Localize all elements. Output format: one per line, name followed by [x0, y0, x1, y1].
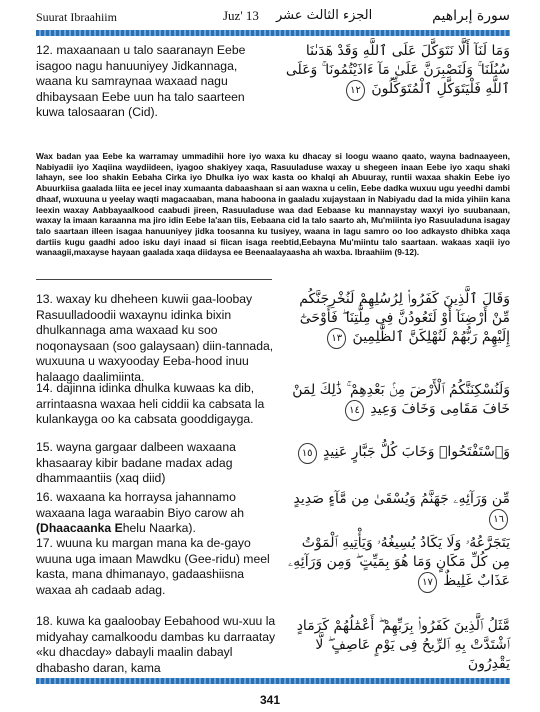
page-number: 341	[259, 693, 281, 707]
commentary-text: Wax badan yaa Eebe ka warramay ummadihii hore iyo waxa ku dhacay si loogu waano qaato, wayna badnaayeen, Nabiyadii iyo Xaqiina waydiideen, iyagoo shakiyey xaqa, Rasuuladuse waxay u shegeen inaan Eebe iyo xaqu shaki lahayn, see loo shakin Eebaha Cirka iyo Dhulka iyo wax kasta oo khalqi ah Abuuray, runtii waxaa shakin Eebe iyo Abuurkiisa gaalada liita ee jecel inay xumaanta dabaashaan si aan waxna u celin, Eebe dadka wuxuu ugu yeedhi dambi dhaaf, wuxuuna u yeelay waqti magacaaban, mana haboona in gaaladu xujaystaan in Nabiyadu dad la mida yihiin kana leexin waxay Aabbayaalkood caabudi jireen, Rasuuladuse waa dad Eebaase ku mannaystay waxyi iyo suubanaan, waxay la imaan karaanna ma jiro idin Eebe la'aan tiis, Eebaana cid la talo saarto ah, Mu'miiinta iyo Rasuuladuna isagay talo saartaan illeen isagaa hanuuniyey jidka toosanna ku tusiyey, waana in lagu samro oo loo adkaysto dhibka xaqa dartiis kugu gaadhi adoo isku dayi inaad si fiican isaga reebtid,Eebayna Mu'miintu talo saartaan. wakaas xaqii iyo wanaagii,maxayse hayaan gaalada xaqa diidaysa ee Beenaalayaasha ah waxba. Ibraahiim (9-12).	[36, 151, 510, 258]
verse-16-somali	[36, 490, 276, 537]
page-header	[36, 8, 510, 30]
juz-label: Juz' 13	[223, 8, 259, 23]
verse-12-arabic-text: وَمَا لَنَآ أَلَّا نَتَوَكَّلَ عَلَى ٱللَّهِ وَقَدْ هَدَىٰنَا سُبُلَنَا ۚ وَلَنَصْبِرَنَّ عَلَىٰ مَآ ءَاذَيْتُمُونَا ۚ وَعَلَى ٱللَّهِ فَلْيَتَوَكَّلِ ٱلْمُتَوَكِّلُونَ	[285, 43, 510, 97]
verse-end-marker-icon: ١٦	[489, 509, 508, 530]
surah-arabic-title: سورة إبراهيم	[432, 8, 510, 24]
header-divider-bar	[36, 30, 510, 36]
surah-name: Suurat Ibraahiim	[36, 10, 117, 24]
verse-13-arabic-text: وَقَالَ ٱلَّذِينَ كَفَرُوا۟ لِرُسُلِهِمْ لَنُخْرِجَنَّكُم مِّنْ أَرْضِنَآ أَوْ لَتَعُودُنَّ فِى مِلَّتِنَا ۖ فَأَوْحَىٰٓ إِلَيْهِمْ رَبُّهُمْ لَنُهْلِكَنَّ ٱلظَّٰلِمِينَ	[299, 291, 510, 345]
verse-13-arabic	[284, 290, 510, 349]
verse-13-somali: 13. waxay ku dheheen kuwii gaa-loobay Rasuulladoodii waxaynu idinka bixin dhulkannaga ama waxaad ku soo noqonaysaan (soo galaysaan) diin-tannada, wuxuuna u waxyooday Eeba-hood inuu halaago daalimiinta.	[36, 292, 274, 384]
verse-14-arabic-text: وَلَنُسْكِنَنَّكُمُ ٱلْأَرْضَ مِنۢ بَعْدِهِمْ ۚ ذَٰلِكَ لِمَنْ خَافَ مَقَامِى وَخَافَ وَعِيدِ	[292, 382, 510, 417]
verse-16-somali-tail: helu Naarka).	[122, 521, 196, 536]
verse-16-somali-text: 16. waxaana ka horraysa jahannamo waxaana laga waraabin Biyo carow ah	[36, 490, 244, 520]
verse-end-marker-icon: ١٧	[418, 572, 437, 593]
footer-divider-bar	[36, 678, 510, 684]
section-divider	[36, 279, 272, 280]
verse-12-somali: 12. maxaanaan u talo saaranayn Eebe isagoo nagu hanuuniyey Jidkannaga, waana ku samraynaa waxaad nagu dhibaysaan Eebe uun ha talo saarteen kuwa talosaaran (Cid).	[36, 43, 246, 120]
verse-18-somali: 18. kuwa ka gaaloobay Eebahood wu-xuu la midyahay camalkoodu dambas ku darraatay «ku dhacday» dabayli maalin dabayl dhabasho daran, kama	[36, 614, 276, 675]
juz-arabic-label: الجزء الثالث عشر	[276, 8, 373, 23]
verse-18-arabic	[284, 617, 510, 674]
verse-14-arabic	[284, 381, 510, 421]
verse-12-arabic	[284, 42, 510, 101]
verse-16-arabic	[284, 490, 510, 530]
verse-end-marker-icon: ١٢	[346, 80, 365, 101]
verse-17-somali: 17. wuuna ku margan mana ka de-gayo wuuna uga imaan Mawdku (Gee-ridu) meel kasta, mana dhimanayo, gadaashiisna waxaa ah cadaab adag.	[36, 536, 270, 597]
verse-16-arabic-text: مِّن وَرَآئِهِۦ جَهَنَّمُ وَيُسْقَىٰ مِن مَّآءٍ صَدِيدٍ	[293, 491, 510, 507]
verse-16-somali-bold: (Dhaacaanka E	[36, 521, 123, 536]
verse-17-arabic	[284, 534, 510, 593]
verse-15-arabic	[284, 443, 510, 464]
verse-end-marker-icon: ١٥	[298, 443, 317, 464]
verse-15-somali: 15. wayna gargaar dalbeen waxaana khasaaray kibir badane madax adag dhammaantiis (xaq diid)	[36, 440, 236, 486]
verse-end-marker-icon: ١٤	[345, 400, 364, 421]
verse-17-arabic-text: يَتَجَرَّعُهُۥ وَلَا يَكَادُ يُسِيغُهُۥ وَيَأْتِيهِ ٱلْمَوْتُ مِن كُلِّ مَكَانٍ وَمَا هُوَ بِمَيِّتٍ ۖ وَمِن وَرَآئِهِۦ عَذَابٌ غَلِيظٌ	[287, 535, 510, 589]
verse-15-arabic-text: وَٱسْتَفْتَحُوا۟ وَخَابَ كُلُّ جَبَّارٍ عَنِيدٍ	[323, 444, 510, 460]
verse-end-marker-icon: ١٣	[327, 328, 346, 349]
verse-14-somali: 14. dajinna idinka dhulka kuwaas ka dib, arrintaasna waxaa heli ciddii ka cabsata la kulankayga oo ka cabsata gooddigayga.	[36, 381, 265, 427]
verse-18-arabic-text: مَّثَلُ ٱلَّذِينَ كَفَرُوا۟ بِرَبِّهِمْ ۖ أَعْمَٰلُهُمْ كَرَمَادٍ ٱشْتَدَّتْ بِهِ ٱلرِّيحُ فِى يَوْمٍ عَاصِفٍ ۖ لَّا يَقْدِرُونَ	[296, 618, 510, 672]
